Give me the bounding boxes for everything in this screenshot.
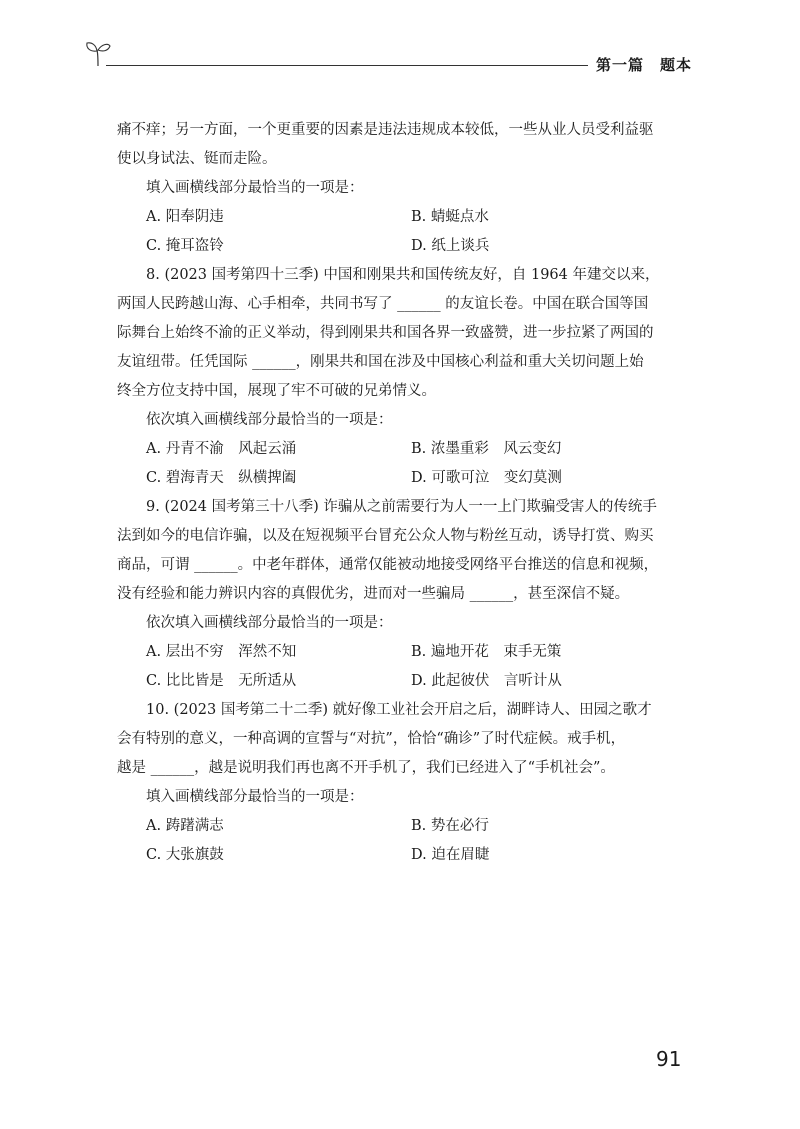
option-b[interactable]: B. 浓墨重彩 风云变幻 [411,441,562,457]
header-rule [106,65,588,66]
option-d[interactable]: D. 此起彼伏 言听计从 [411,673,562,689]
option-b[interactable]: B. 势在必行 [411,818,489,834]
options-list [117,435,687,493]
question-text-line: 10. (2023 国考第二十二季) 就好像工业社会开启之后，湖畔诗人、田园之歌才 [146,702,652,718]
question-text-line: 商品，可谓 ______。中老年群体，通常仅能被动地接受网络平台推送的信息和视频， [117,557,659,573]
page-header [84,38,692,78]
intro-line: 使以身试法、铤而走险。 [117,151,277,167]
question-text-line: 法到如今的电信诈骗，以及在短视频平台冒充公众人物与粉丝互动，诱导打赏、购买 [117,528,654,544]
question-text-line: 友谊纽带。任凭国际 ______，刚果共和国在涉及中国核心利益和重大关切问题上始 [117,354,644,370]
question-prompt: 填入画横线部分最恰当的一项是： [146,789,364,805]
page-body [117,116,687,870]
option-a[interactable]: A. 层出不穷 浑然不知 [146,644,297,660]
intro-line: 痛不痒；另一方面，一个更重要的因素是违法违规成本较低，一些从业人员受利益驱 [117,122,654,138]
intro-paragraph [117,116,687,174]
question-prompt: 依次填入画横线部分最恰当的一项是： [146,412,393,428]
question-text-line: 9. (2024 国考第三十八季) 诈骗从之前需要行为人一一上门欺骗受害人的传统手 [146,499,657,515]
option-c[interactable]: C. 比比皆是 无所适从 [146,673,297,689]
question-10 [117,696,687,870]
options-list [117,638,687,696]
option-b[interactable]: B. 遍地开花 束手无策 [411,644,562,660]
question-9 [117,493,687,696]
question-text-line: 终全方位支持中国，展现了牢不可破的兄弟情义。 [117,383,436,399]
question-text-line: 会有特别的意义，一种高调的宣誓与“对抗”，恰恰“确诊”了时代症候。戒手机， [117,731,626,747]
option-c[interactable]: C. 碧海青天 纵横捭阖 [146,470,297,486]
option-a[interactable]: A. 踌躇满志 [146,818,224,834]
option-d[interactable]: D. 可歌可泣 变幻莫测 [411,470,562,486]
question-text-line: 两国人民跨越山海、心手相牵，共同书写了 ______ 的友谊长卷。中国在联合国等国 [117,296,649,312]
sprout-icon [84,38,112,68]
question-7 [117,174,687,261]
option-d[interactable]: D. 迫在眉睫 [411,847,490,863]
question-text-line: 8. (2023 国考第四十三季) 中国和刚果共和国传统友好，自 1964 年建交以来， [146,267,660,283]
page-number: 91 [656,1047,682,1071]
option-d[interactable]: D. 纸上谈兵 [411,238,490,254]
question-prompt: 依次填入画横线部分最恰当的一项是： [146,615,393,631]
options-list [117,812,687,870]
option-c[interactable]: C. 掩耳盗铃 [146,238,224,254]
option-b[interactable]: B. 蜻蜓点水 [411,209,489,225]
question-prompt: 填入画横线部分最恰当的一项是： [146,180,364,196]
options-list [117,203,687,261]
option-a[interactable]: A. 丹青不渝 风起云涌 [146,441,297,457]
question-text-line: 没有经验和能力辨识内容的真假优劣，进而对一些骗局 ______，甚至深信不疑。 [117,586,630,602]
question-text-line: 际舞台上始终不渝的正义举动，得到刚果共和国各界一致盛赞，进一步拉紧了两国的 [117,325,654,341]
option-a[interactable]: A. 阳奉阴违 [146,209,224,225]
chapter-title: 第一篇 题本 [595,56,692,74]
question-text-line: 越是 ______，越是说明我们再也离不开手机了，我们已经进入了“手机社会”。 [117,760,615,776]
question-8 [117,261,687,493]
option-c[interactable]: C. 大张旗鼓 [146,847,224,863]
